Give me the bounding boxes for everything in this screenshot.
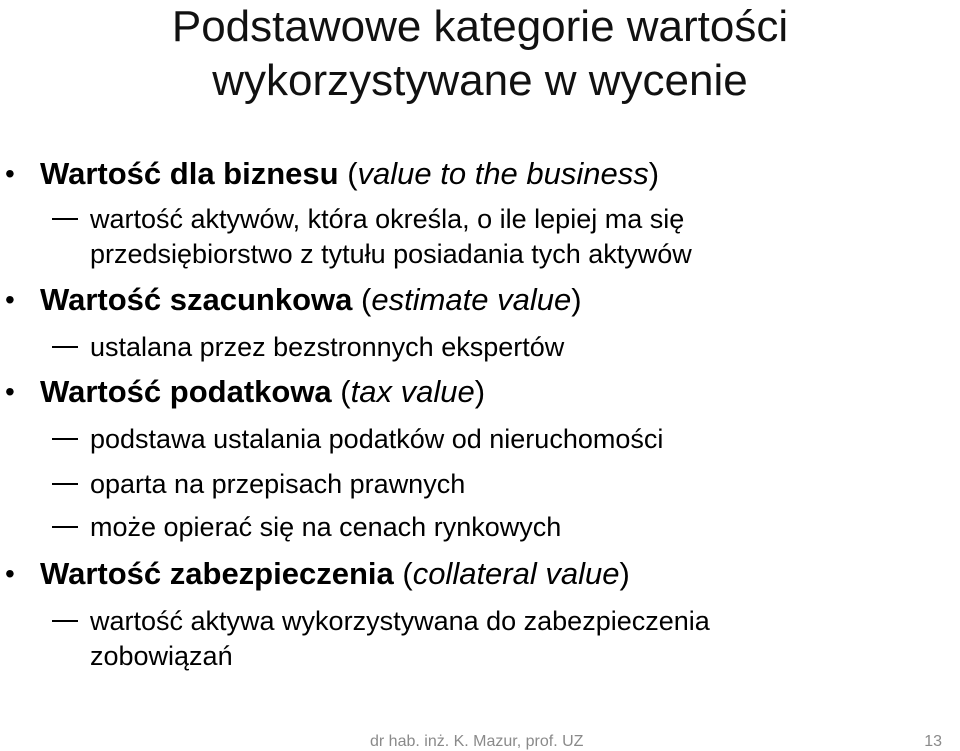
- sub-item-estimate-value: [90, 328, 564, 366]
- bullet-icon: •: [5, 376, 15, 407]
- dash-icon: [52, 620, 78, 622]
- slide-title: [40, 0, 920, 108]
- bullet-lead: Wartość szacunkowa: [40, 282, 353, 317]
- title-line-1: Podstawowe kategorie wartości: [171, 2, 789, 51]
- bullet-icon: •: [5, 158, 15, 189]
- sub-item-text-line-2: przedsiębiorstwo z tytułu posiadania tych aktywów: [90, 239, 692, 269]
- bullet-paren-close: ): [571, 282, 582, 317]
- page-number: 13: [924, 733, 942, 750]
- bullet-item-collateral-value: [5, 554, 630, 594]
- bullet-term: collateral value: [412, 556, 620, 591]
- sub-item-text: oparta na przepisach prawnych: [90, 469, 466, 499]
- footer-author: dr hab. inż. K. Mazur, prof. UZ: [370, 733, 584, 750]
- bullet-item-value-to-business: [5, 154, 660, 194]
- bullet-term: estimate value: [371, 282, 572, 317]
- bullet-paren-open: (: [338, 156, 358, 191]
- dash-icon: [52, 483, 78, 485]
- sub-item-text: może opierać się na cenach rynkowych: [90, 512, 562, 542]
- bullet-term: tax value: [350, 374, 475, 409]
- sub-item-text-line-2: zobowiązań: [90, 641, 233, 671]
- bullet-paren-open: (: [352, 282, 372, 317]
- bullet-paren-open: (: [331, 374, 351, 409]
- bullet-lead: Wartość zabezpieczenia: [40, 556, 394, 591]
- sub-item-continuation: [90, 235, 692, 273]
- bullet-lead: Wartość dla biznesu: [40, 156, 339, 191]
- sub-item-text-line-1: wartość aktywów, która określa, o ile lepiej ma się: [90, 204, 685, 234]
- dash-icon: [52, 438, 78, 440]
- bullet-lead: Wartość podatkowa: [40, 374, 332, 409]
- sub-item-text-line-1: wartość aktywa wykorzystywana do zabezpieczenia: [90, 606, 710, 636]
- title-line-2: wykorzystywane w wycenie: [212, 56, 748, 105]
- sub-item-text: podstawa ustalania podatków od nieruchomości: [90, 424, 664, 454]
- dash-icon: [52, 526, 78, 528]
- sub-item-tax-basis: [90, 420, 663, 458]
- sub-item-text: ustalana przez bezstronnych ekspertów: [90, 332, 565, 362]
- bullet-paren-open: (: [393, 556, 413, 591]
- bullet-paren-close: ): [619, 556, 630, 591]
- sub-item-tax-legal: [90, 465, 465, 503]
- sub-item-tax-market: [90, 508, 561, 546]
- dash-icon: [52, 346, 78, 348]
- bullet-item-estimate-value: [5, 280, 582, 320]
- dash-icon: [52, 218, 78, 220]
- sub-item-collateral-value: [90, 602, 710, 640]
- bullet-paren-close: ): [474, 374, 486, 409]
- bullet-icon: •: [5, 284, 15, 315]
- bullet-item-tax-value: [5, 372, 486, 412]
- bullet-paren-close: ): [648, 156, 660, 191]
- bullet-term: value to the business: [357, 156, 649, 191]
- bullet-icon: •: [5, 558, 15, 589]
- sub-item-continuation: [90, 637, 233, 675]
- sub-item-value-to-business: [90, 200, 684, 238]
